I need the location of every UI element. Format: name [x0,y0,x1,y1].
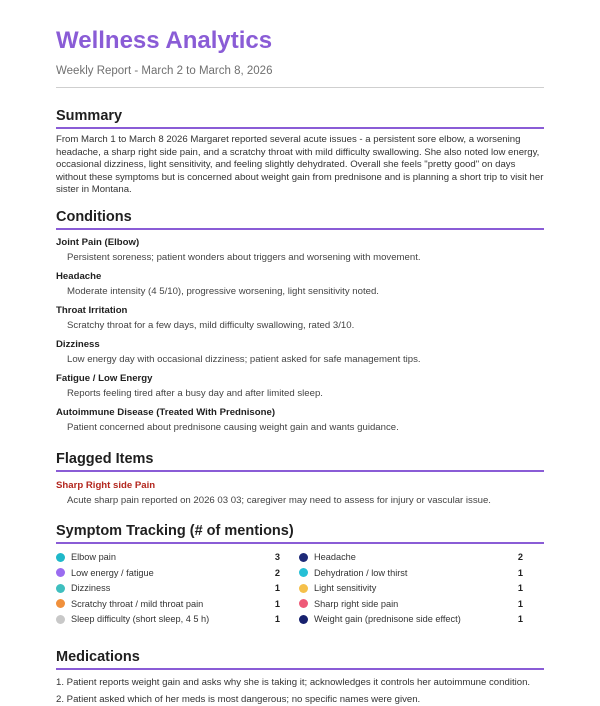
symptom-label: Headache [314,552,503,562]
flagged-section [56,450,544,507]
symptom-count: 1 [260,583,298,593]
symptom-count: 1 [503,568,541,578]
symptom-color-dot-icon [299,599,308,608]
condition-item [56,271,544,298]
summary-heading: Summary [56,107,544,129]
symptom-row [299,612,541,628]
flagged-item-name: Sharp Right side Pain [56,480,544,492]
summary-section [56,107,544,197]
symptom-color-dot-icon [299,553,308,562]
condition-description: Low energy day with occasional dizziness; patient asked for safe management tips. [56,354,544,366]
symptom-count: 2 [503,552,541,562]
symptom-count: 1 [260,599,298,609]
symptom-label: Sharp right side pain [314,599,503,609]
condition-item [56,305,544,332]
symptom-row [56,612,298,628]
condition-name: Autoimmune Disease (Treated With Prednisone) [56,407,544,419]
symptoms-section [56,522,544,628]
symptom-row [299,550,541,566]
symptom-row [56,565,298,581]
condition-description: Patient concerned about prednisone causing weight gain and wants guidance. [56,422,544,434]
report-title: Wellness Analytics [56,0,544,55]
symptom-label: Sleep difficulty (short sleep, 4 5 h) [71,614,260,624]
medications-heading: Medications [56,648,544,670]
summary-text: From March 1 to March 8 2026 Margaret reported several acute issues - a persistent sore elbow, a worsening headache, a sharp right side pain, and a scratchy throat with mild difficulty swallowing. She also noted low energy, occasional dizziness, light sensitivity, and feeling slightly dehydrated. Overall she feels "pretty good" on days without these symptoms but is concerned about weight gain from prednisone and is planning a short trip to visit her sister in Montana. [56,134,544,197]
symptom-label: Dehydration / low thirst [314,568,503,578]
symptom-label: Scratchy throat / mild throat pain [71,599,260,609]
symptom-count: 2 [260,568,298,578]
condition-name: Joint Pain (Elbow) [56,237,544,249]
condition-description: Reports feeling tired after a busy day and after limited sleep. [56,388,544,400]
symptom-row [56,581,298,597]
symptom-label: Low energy / fatigue [71,568,260,578]
condition-name: Headache [56,271,544,283]
symptom-row [56,596,298,612]
medication-note: 1. Patient reports weight gain and asks why she is taking it; acknowledges it controls her autoimmune condition. [56,677,544,690]
flagged-item-description: Acute sharp pain reported on 2026 03 03; caregiver may need to assess for injury or vascular issue. [56,495,544,507]
condition-name: Fatigue / Low Energy [56,373,544,385]
symptom-color-dot-icon [56,584,65,593]
symptom-count: 1 [260,614,298,624]
symptoms-heading: Symptom Tracking (# of mentions) [56,522,544,544]
symptom-color-dot-icon [56,615,65,624]
condition-item [56,339,544,366]
symptom-label: Dizziness [71,583,260,593]
symptom-label: Elbow pain [71,552,260,562]
symptom-label: Weight gain (prednisone side effect) [314,614,503,624]
conditions-section [56,208,544,434]
condition-item [56,407,544,434]
symptom-column-right [299,550,541,628]
symptom-row [299,581,541,597]
condition-description: Moderate intensity (4 5/10), progressive worsening, light sensitivity noted. [56,286,544,298]
symptom-color-dot-icon [299,568,308,577]
symptom-label: Light sensitivity [314,583,503,593]
condition-name: Dizziness [56,339,544,351]
symptom-color-dot-icon [299,615,308,624]
symptom-count: 1 [503,614,541,624]
conditions-heading: Conditions [56,208,544,230]
condition-item [56,373,544,400]
symptom-count: 1 [503,599,541,609]
symptom-row [56,550,298,566]
flagged-item [56,480,544,507]
symptom-count: 1 [503,583,541,593]
symptom-color-dot-icon [56,553,65,562]
medications-section [56,648,544,706]
symptom-color-dot-icon [56,568,65,577]
symptom-column-left [56,550,298,628]
condition-description: Persistent soreness; patient wonders about triggers and worsening with movement. [56,252,544,264]
condition-name: Throat Irritation [56,305,544,317]
report-subtitle: Weekly Report - March 2 to March 8, 2026 [56,64,544,88]
condition-item [56,237,544,264]
condition-description: Scratchy throat for a few days, mild difficulty swallowing, rated 3/10. [56,320,544,332]
symptom-grid [56,550,544,628]
symptom-color-dot-icon [56,599,65,608]
flagged-heading: Flagged Items [56,450,544,472]
medication-note: 2. Patient asked which of her meds is most dangerous; no specific names were given. [56,694,544,706]
symptom-color-dot-icon [299,584,308,593]
symptom-row [299,565,541,581]
symptom-row [299,596,541,612]
symptom-count: 3 [260,552,298,562]
